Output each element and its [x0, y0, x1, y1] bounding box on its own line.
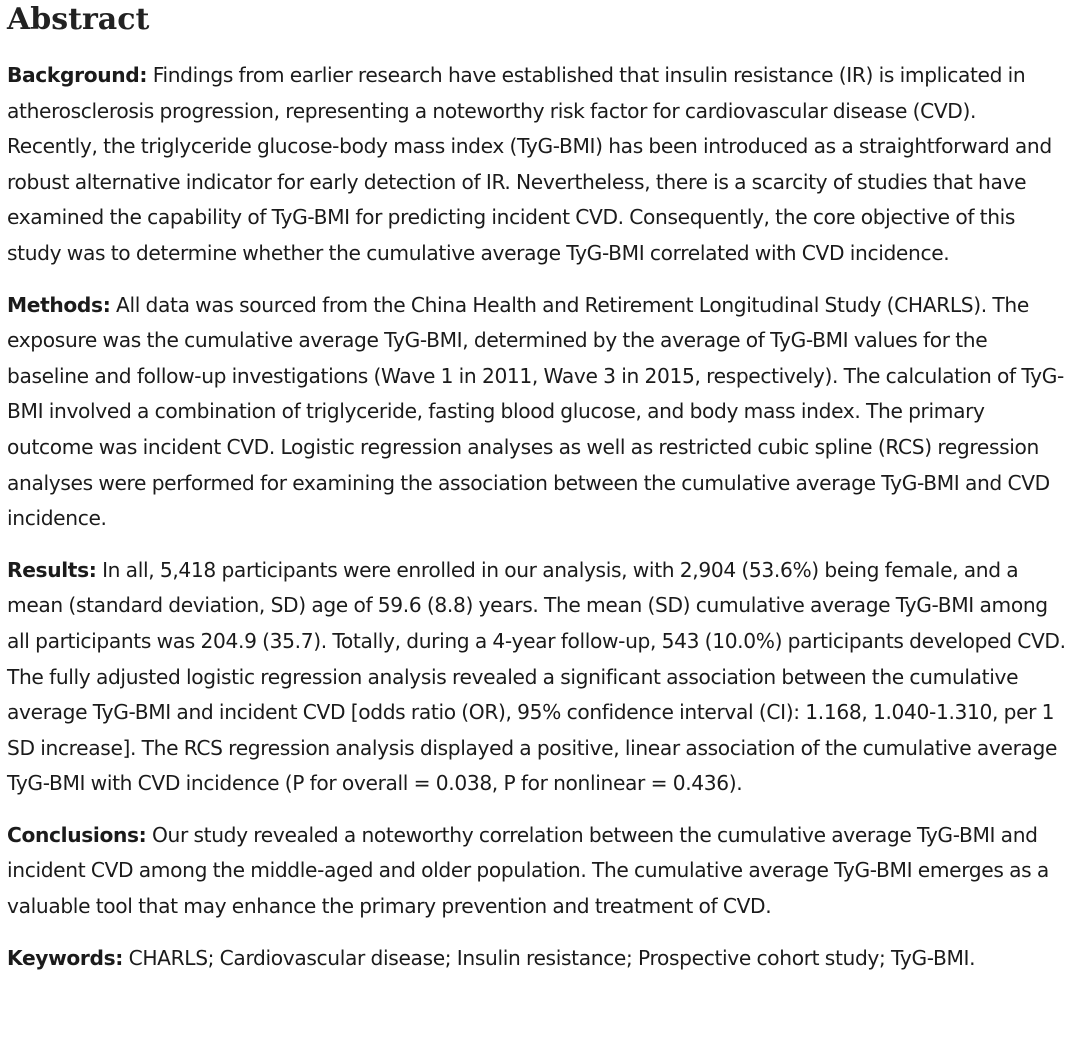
methods-text: All data was sourced from the China Health and Retirement Longitudinal Study (CHARLS). The exposure was the cumulative average TyG-BMI, determined by the average of TyG-BMI values for the baseline and follow-up investigations (Wave 1 in 2011, Wave 3 in 2015, respectively). The calculation of TyG-BMI involved a combination of triglyceride, fasting blood glucose, and body mass index. The primary outcome was incident CVD. Logistic regression analyses as well as restricted cubic spline (RCS) regression analyses were performed for examining the association between the cumulative average TyG-BMI and CVD incidence.	[7, 292, 1064, 531]
conclusions-label: Conclusions:	[7, 822, 147, 847]
keywords-text: CHARLS; Cardiovascular disease; Insulin resistance; Prospective cohort study; TyG-BMI.	[128, 945, 976, 970]
conclusions-paragraph	[7, 818, 1071, 925]
methods-paragraph	[7, 288, 1071, 537]
results-text: In all, 5,418 participants were enrolled in our analysis, with 2,904 (53.6%) being female, and a mean (standard deviation, SD) age of 59.6 (8.8) years. The mean (SD) cumulative average TyG-BMI among all participants was 204.9 (35.7). Totally, during a 4-year follow-up, 543 (10.0%) participants developed CVD. The fully adjusted logistic regression analysis revealed a significant association between the cumulative average TyG-BMI and incident CVD [odds ratio (OR), 95% confidence interval (CI): 1.168, 1.040-1.310, per 1 SD increase]. The RCS regression analysis displayed a positive, linear association of the cumulative average TyG-BMI with CVD incidence (P for overall = 0.038, P for nonlinear = 0.436).	[7, 557, 1066, 796]
keywords-paragraph	[7, 941, 1071, 977]
keywords-label: Keywords:	[7, 945, 124, 970]
abstract-heading: Abstract	[7, 2, 150, 37]
background-text: Findings from earlier research have established that insulin resistance (IR) is implicated in atherosclerosis progression, representing a noteworthy risk factor for cardiovascular disease (CVD). Recently, the triglyceride glucose-body mass index (TyG-BMI) has been introduced as a straightforward and robust alternative indicator for early detection of IR. Nevertheless, there is a scarcity of studies that have examined the capability of TyG-BMI for predicting incident CVD. Consequently, the core objective of this study was to determine whether the cumulative average TyG-BMI correlated with CVD incidence.	[7, 63, 1052, 265]
background-label: Background:	[7, 63, 148, 87]
conclusions-text: Our study revealed a noteworthy correlation between the cumulative average TyG-BMI and incident CVD among the middle-aged and older population. The cumulative average TyG-BMI emerges as a valuable tool that may enhance the primary prevention and treatment of CVD.	[7, 822, 1049, 919]
results-paragraph	[7, 553, 1071, 802]
results-label: Results:	[7, 557, 97, 582]
background-paragraph	[7, 58, 1071, 272]
methods-label: Methods:	[7, 292, 111, 317]
